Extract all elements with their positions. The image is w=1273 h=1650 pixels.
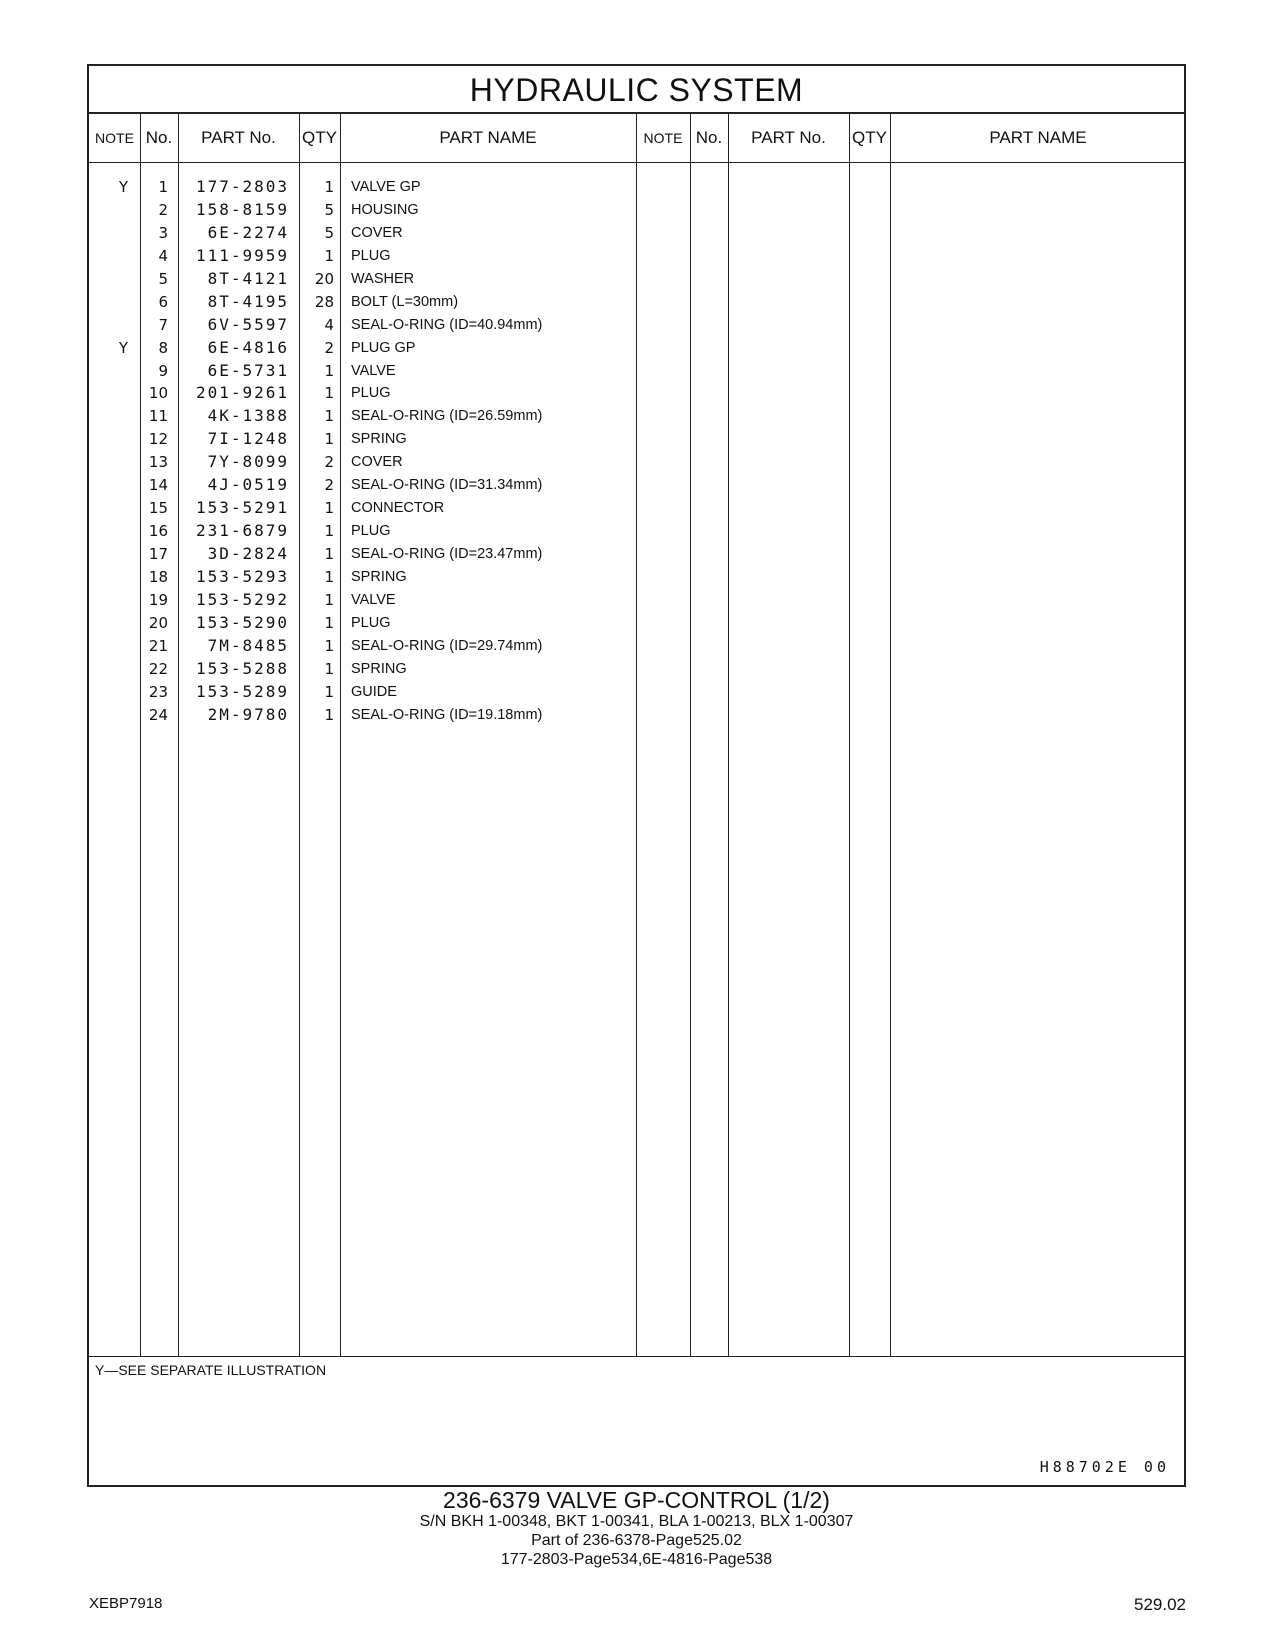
quantity: 1 bbox=[324, 384, 334, 403]
part-number: 4J-0519 bbox=[207, 475, 289, 495]
part-name: CONNECTOR bbox=[351, 500, 445, 517]
quantity: 1 bbox=[324, 636, 334, 655]
quantity: 1 bbox=[324, 590, 334, 609]
header-part-no: PART No. bbox=[201, 128, 276, 147]
table-row bbox=[89, 222, 1184, 245]
table-row bbox=[89, 360, 1184, 383]
item-number: 18 bbox=[148, 567, 168, 586]
quantity: 1 bbox=[324, 178, 334, 196]
table-row bbox=[89, 245, 1184, 268]
part-of-reference: Part of 236-6378-Page525.02 bbox=[531, 1532, 742, 1549]
quantity: 1 bbox=[324, 361, 334, 380]
item-number: 5 bbox=[158, 269, 168, 288]
item-number: 19 bbox=[148, 590, 168, 609]
part-number: 7Y-8099 bbox=[207, 452, 289, 472]
part-name: SEAL-O-RING (ID=19.18mm) bbox=[351, 706, 543, 723]
part-name: PLUG bbox=[351, 247, 391, 264]
part-number: 201-9261 bbox=[195, 383, 289, 403]
quantity: 4 bbox=[324, 315, 334, 334]
part-name: SPRING bbox=[351, 568, 407, 585]
quantity: 1 bbox=[324, 567, 334, 586]
header-no: No. bbox=[145, 128, 173, 147]
part-number: 231-6879 bbox=[195, 521, 289, 541]
quantity: 1 bbox=[324, 499, 334, 518]
part-number: 153-5292 bbox=[195, 589, 289, 609]
table-row bbox=[89, 612, 1184, 635]
quantity: 20 bbox=[314, 269, 334, 288]
table-row bbox=[89, 428, 1184, 451]
part-number: 8T-4121 bbox=[207, 268, 289, 288]
item-number: 15 bbox=[148, 499, 168, 518]
part-number: 8T-4195 bbox=[207, 291, 289, 311]
item-number: 12 bbox=[148, 430, 168, 449]
part-name: VALVE bbox=[351, 591, 396, 608]
part-number: 6E-5731 bbox=[207, 360, 289, 380]
table-row bbox=[89, 497, 1184, 520]
part-name: WASHER bbox=[351, 270, 415, 287]
item-number: 1 bbox=[158, 178, 168, 196]
item-number: 8 bbox=[158, 338, 168, 357]
part-number: 153-5290 bbox=[195, 612, 289, 632]
quantity: 1 bbox=[324, 705, 334, 724]
part-number: 6E-2274 bbox=[207, 222, 289, 242]
item-number: 3 bbox=[158, 223, 168, 242]
item-number: 17 bbox=[148, 545, 168, 563]
part-name: PLUG bbox=[351, 523, 391, 540]
part-number: 4K-1388 bbox=[207, 406, 289, 426]
table-row bbox=[89, 681, 1184, 704]
part-name: VALVE GP bbox=[351, 179, 421, 195]
reference-code: H88702E 00 bbox=[1039, 1458, 1170, 1476]
item-number: 16 bbox=[148, 522, 168, 541]
table-row bbox=[89, 176, 1184, 199]
part-number: 153-5289 bbox=[195, 681, 289, 701]
header-note: NOTE bbox=[95, 130, 134, 146]
item-number: 11 bbox=[148, 407, 168, 426]
note-cell: Y bbox=[118, 178, 128, 196]
header-qty-right: QTY bbox=[852, 128, 887, 147]
quantity: 5 bbox=[324, 223, 334, 242]
header-no-right: No. bbox=[695, 128, 723, 147]
item-number: 20 bbox=[148, 613, 168, 632]
table-row bbox=[89, 589, 1184, 612]
table-row bbox=[89, 405, 1184, 428]
part-name: SPRING bbox=[351, 660, 407, 677]
part-number: 153-5291 bbox=[195, 498, 289, 518]
part-name: HOUSING bbox=[351, 201, 419, 218]
page-references: 177-2803-Page534,6E-4816-Page538 bbox=[500, 1551, 773, 1568]
item-number: 2 bbox=[158, 200, 168, 219]
item-number: 14 bbox=[148, 476, 168, 495]
quantity: 5 bbox=[324, 200, 334, 219]
part-name: SEAL-O-RING (ID=40.94mm) bbox=[351, 316, 543, 333]
quantity: 1 bbox=[324, 407, 334, 426]
quantity: 28 bbox=[314, 292, 334, 311]
item-number: 6 bbox=[158, 292, 168, 311]
parts-list-frame bbox=[87, 64, 1186, 1487]
item-number: 24 bbox=[148, 705, 168, 724]
part-name: VALVE bbox=[351, 362, 396, 379]
part-number: 153-5288 bbox=[195, 658, 289, 678]
table-row bbox=[89, 704, 1184, 727]
part-name: PLUG bbox=[351, 614, 391, 631]
part-name: PLUG GP bbox=[351, 339, 416, 356]
table-row bbox=[89, 199, 1184, 222]
part-number: 153-5293 bbox=[195, 566, 289, 586]
header-divider bbox=[89, 162, 1184, 163]
part-number: 111-9959 bbox=[195, 245, 289, 265]
table-row bbox=[89, 451, 1184, 474]
table-row bbox=[89, 314, 1184, 337]
quantity: 1 bbox=[324, 613, 334, 632]
quantity: 1 bbox=[324, 682, 334, 701]
header-qty: QTY bbox=[302, 128, 337, 147]
group-title: 236-6379 VALVE GP-CONTROL (1/2) bbox=[443, 1487, 830, 1513]
note-cell: Y bbox=[118, 338, 128, 357]
part-number: 3D-2824 bbox=[207, 544, 289, 563]
part-name: PLUG bbox=[351, 385, 391, 402]
serial-numbers: S/N BKH 1-00348, BKT 1-00341, BLA 1-00213, BLX 1-00307 bbox=[419, 1513, 854, 1530]
part-name: SPRING bbox=[351, 431, 407, 448]
item-number: 21 bbox=[148, 636, 168, 655]
table-row bbox=[89, 474, 1184, 497]
header-part-no-right: PART No. bbox=[751, 128, 826, 147]
part-number: 7M-8485 bbox=[207, 635, 289, 655]
quantity: 2 bbox=[324, 476, 334, 495]
item-number: 23 bbox=[148, 682, 168, 701]
part-number: 6V-5597 bbox=[207, 314, 289, 334]
document-id: XEBP7918 bbox=[89, 1595, 163, 1612]
table-row bbox=[89, 520, 1184, 543]
part-number: 177-2803 bbox=[195, 177, 289, 196]
page-title: HYDRAULIC SYSTEM bbox=[89, 66, 1184, 114]
header-note-right: NOTE bbox=[643, 130, 683, 146]
quantity: 1 bbox=[324, 430, 334, 449]
part-number: 158-8159 bbox=[195, 199, 289, 219]
part-number: 6E-4816 bbox=[207, 337, 289, 357]
part-number: 7I-1248 bbox=[207, 429, 289, 449]
part-name: SEAL-O-RING (ID=29.74mm) bbox=[351, 637, 543, 654]
part-name: BOLT (L=30mm) bbox=[351, 293, 459, 310]
item-number: 7 bbox=[158, 315, 168, 334]
part-name: SEAL-O-RING (ID=26.59mm) bbox=[351, 408, 543, 425]
table-row bbox=[89, 382, 1184, 405]
table-bottom-divider bbox=[89, 1356, 1184, 1357]
quantity: 1 bbox=[324, 522, 334, 541]
part-name: GUIDE bbox=[351, 683, 397, 700]
part-name: SEAL-O-RING (ID=31.34mm) bbox=[351, 477, 543, 494]
part-name: COVER bbox=[351, 454, 403, 471]
page-number: 529.02 bbox=[1134, 1595, 1186, 1614]
table-row bbox=[89, 291, 1184, 314]
header-part-name: PART NAME bbox=[439, 128, 537, 147]
parts-rows bbox=[89, 176, 1184, 727]
quantity: 2 bbox=[324, 453, 334, 472]
item-number: 13 bbox=[148, 453, 168, 472]
table-row bbox=[89, 543, 1184, 566]
item-number: 10 bbox=[148, 384, 168, 403]
quantity: 1 bbox=[324, 659, 334, 678]
part-number: 2M-9780 bbox=[207, 704, 289, 724]
quantity: 1 bbox=[324, 545, 334, 563]
item-number: 22 bbox=[148, 659, 168, 678]
table-row bbox=[89, 566, 1184, 589]
footnote: Y—SEE SEPARATE ILLUSTRATION bbox=[95, 1362, 327, 1378]
part-name: SEAL-O-RING (ID=23.47mm) bbox=[351, 546, 543, 562]
item-number: 9 bbox=[158, 361, 168, 380]
table-row bbox=[89, 337, 1184, 360]
table-row bbox=[89, 635, 1184, 658]
header-part-name-right: PART NAME bbox=[989, 128, 1087, 147]
table-row bbox=[89, 268, 1184, 291]
quantity: 1 bbox=[324, 246, 334, 265]
quantity: 2 bbox=[324, 338, 334, 357]
table-row bbox=[89, 658, 1184, 681]
part-name: COVER bbox=[351, 224, 403, 241]
item-number: 4 bbox=[158, 246, 168, 265]
